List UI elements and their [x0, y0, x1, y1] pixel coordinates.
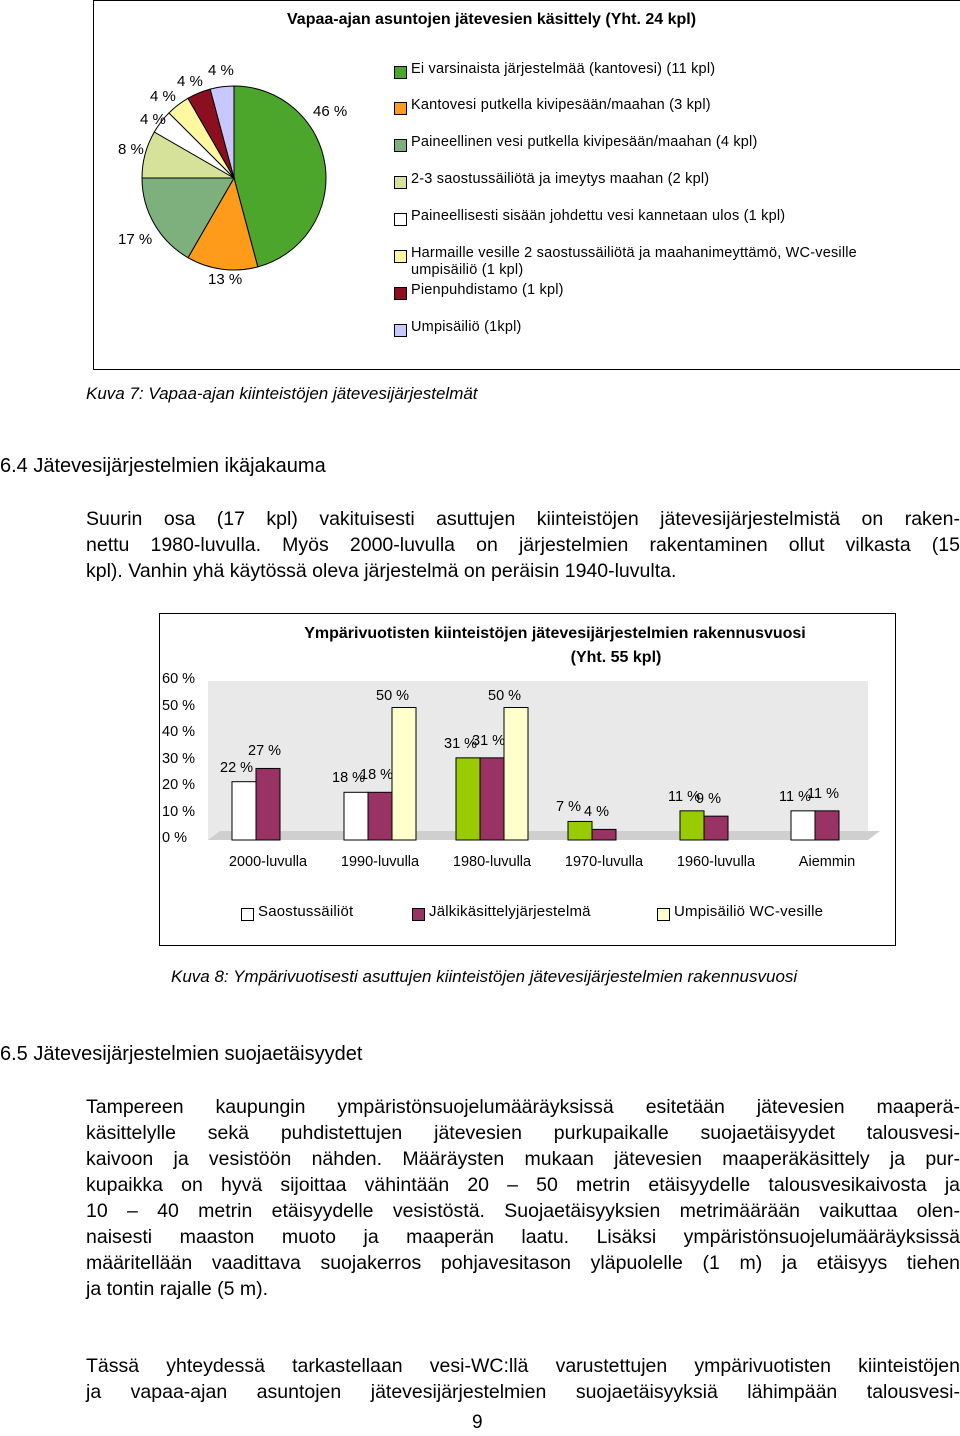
bar-value-label: 11 %: [779, 788, 811, 805]
plot-area: [208, 681, 868, 840]
figure-7-caption: Kuva 7: Vapaa-ajan kiinteistöjen jätevesijärjestelmät: [86, 384, 478, 403]
bar-chart-title-line: (Yht. 55 kpl): [570, 649, 662, 666]
bar-value-label: 22 %: [220, 759, 254, 776]
y-tick-label: 50 %: [162, 697, 196, 714]
bar-value-label: 50 %: [376, 687, 410, 704]
pie-legend-swatch: [394, 176, 407, 189]
x-category-label: 1980-luvulla: [452, 854, 532, 870]
bar-value-label: 4 %: [584, 804, 609, 821]
bar-value-label: 50 %: [488, 687, 522, 704]
paragraph-line: kpl). Vanhin yhä käytössä oleva järjestelmä on peräisin 1940-luvulta.: [86, 560, 677, 582]
bar-legend-label: Umpisäiliö WC-vesille: [674, 903, 824, 920]
pie-legend-label: Ei varsinaista järjestelmää (kantovesi) (11 kpl): [411, 61, 716, 77]
bar: [256, 768, 280, 840]
bar: [344, 792, 368, 840]
bar-legend-label: Saostussäiliöt: [258, 903, 354, 920]
y-tick-label: 20 %: [162, 777, 196, 793]
section-6-5-paragraph-2: [86, 1353, 960, 1405]
pie-legend-label: 2-3 saostussäiliötä ja imeytys maahan (2 kpl): [411, 171, 710, 187]
pie-percent-label: 17 %: [118, 231, 153, 248]
paragraph-line: Suurin osa (17 kpl) vakituisesti asuttujen kiinteistöjen jätevesijärjestelmistä on raken-: [86, 508, 960, 530]
section-6-5-paragraph: [86, 1094, 960, 1302]
bar-value-label: 9 %: [696, 791, 721, 808]
bar-value-label: 7 %: [556, 799, 581, 816]
pie-legend-swatch: [394, 66, 407, 79]
page-number: 9: [472, 1412, 483, 1433]
bar: [704, 816, 728, 840]
paragraph-line: määritellään vaadittava suojakerros pohjavesitason yläpuolelle (1 m) ja etäisyys tiehen: [86, 1252, 960, 1274]
bar-value-label: 11 %: [668, 788, 700, 805]
section-6-4-heading: 6.4 Jätevesijärjestelmien ikäjakauma: [0, 455, 326, 477]
bar-value-label: 31 %: [444, 735, 478, 752]
bar-value-label: 11 %: [807, 785, 839, 802]
paragraph-line: ja vapaa-ajan asuntojen jätevesijärjestelmien suojaetäisyyksiä lähimpään talousvesi-: [86, 1381, 960, 1403]
y-tick-label: 40 %: [162, 724, 196, 740]
pie-percent-label: 13 %: [208, 271, 243, 288]
bar: [791, 811, 815, 840]
bar: [680, 811, 704, 840]
bar: [815, 811, 839, 840]
x-category-label: 1990-luvulla: [340, 854, 420, 870]
pie-legend-swatch: [394, 213, 407, 226]
pie-legend-swatch: [394, 250, 407, 263]
paragraph-line: Tässä yhteydessä tarkastellaan vesi-WC:llä varustettujen ympärivuotisten kiinteistöjen: [86, 1355, 960, 1377]
bar-legend-swatch: [412, 908, 425, 921]
bar-legend-swatch: [657, 908, 670, 921]
paragraph-line: naisesti maaston muoto ja maaperän laatu. Lisäksi ympäristönsuojelumääräyksissä: [86, 1226, 960, 1248]
pie-legend-label: Umpisäiliö (1kpl): [411, 319, 522, 335]
plot-floor: [208, 831, 880, 840]
bar-value-label: 27 %: [248, 743, 282, 760]
pie-percent-label: 8 %: [118, 141, 144, 158]
bar: [392, 708, 416, 841]
bar: [568, 821, 592, 840]
bar: [456, 758, 480, 840]
y-tick-label: 0 %: [162, 830, 187, 846]
paragraph-line: kupaikka on hyvä sijoittaa vähintään 20 – 50 metrin etäisyydelle talousvesikaivosta ja: [86, 1174, 960, 1196]
bar-legend-swatch: [241, 908, 254, 921]
pie-legend-label: Harmaille vesille 2 saostussäiliötä ja maahanimeyttämö, WC-vesille: [411, 245, 857, 261]
pie-chart-title: Vapaa-ajan asuntojen jätevesien käsittely (Yht. 24 kpl): [287, 11, 697, 28]
pie-percent-label: 46 %: [313, 103, 348, 120]
y-tick-label: 10 %: [162, 803, 196, 820]
bar-chart-title-line: Ympärivuotisten kiinteistöjen jätevesijärjestelmien rakennusvuosi: [304, 625, 806, 642]
bar-chart: [0, 600, 960, 950]
pie-legend-swatch: [394, 139, 407, 152]
pie-legend-label: Paineellisesti sisään johdettu vesi kannetaan ulos (1 kpl): [411, 208, 786, 224]
y-tick-label: 60 %: [162, 671, 196, 687]
bar-value-label: 18 %: [332, 770, 366, 787]
bar: [232, 782, 256, 840]
pie-legend-swatch: [394, 287, 407, 300]
bar: [480, 758, 504, 840]
bar-legend-label: Jälkikäsittelyjärjestelmä: [429, 903, 591, 920]
bar-value-label: 18 %: [360, 767, 394, 784]
pie-percent-label: 4 %: [208, 62, 234, 79]
x-category-label: 1970-luvulla: [564, 854, 644, 870]
paragraph-line: nettu 1980-luvulla. Myös 2000-luvulla on järjestelmien rakentaminen ollut vilkasta (15: [86, 534, 960, 556]
pie-percent-label: 4 %: [177, 73, 203, 90]
pie-percent-label: 4 %: [150, 88, 176, 105]
paragraph-line: ja tontin rajalle (5 m).: [86, 1278, 269, 1300]
bar: [592, 829, 616, 840]
x-category-label: 1960-luvulla: [676, 854, 756, 870]
section-6-4-paragraph: [86, 506, 960, 584]
paragraph-line: kaivoon ja vesistöön nähden. Määräysten mukaan jätevesien maaperäkäsittely ja pur-: [86, 1148, 960, 1170]
x-category-label: Aiemmin: [798, 854, 856, 870]
paragraph-line: käsittelylle sekä puhdistettujen jätevesien purkupaikalle suojaetäisyydet talousvesi-: [86, 1122, 960, 1144]
bar: [368, 792, 392, 840]
y-tick-label: 30 %: [162, 750, 196, 767]
bar-value-label: 31 %: [472, 732, 506, 749]
x-category-label: 2000-luvulla: [228, 854, 308, 870]
bar: [504, 708, 528, 841]
pie-legend-label: umpisäiliö (1 kpl): [411, 262, 524, 278]
section-6-5-heading: 6.5 Jätevesijärjestelmien suojaetäisyydet: [0, 1043, 363, 1065]
figure-8-caption: Kuva 8: Ympärivuotisesti asuttujen kiinteistöjen jätevesijärjestelmien rakennusvuosi: [171, 967, 798, 986]
pie-legend-swatch: [394, 324, 407, 337]
pie-legend-label: Pienpuhdistamo (1 kpl): [411, 282, 564, 298]
pie-legend-swatch: [394, 102, 407, 115]
pie-legend-label: Paineellinen vesi putkella kivipesään/maahan (4 kpl): [411, 134, 758, 150]
paragraph-line: 10 – 40 metrin etäisyydelle vesistöstä. Suojaetäisyyksien metrimäärään vaikuttaa olen-: [86, 1200, 960, 1222]
paragraph-line: Tampereen kaupungin ympäristönsuojelumääräyksissä esitetään jätevesien maaperä-: [86, 1096, 960, 1118]
pie-percent-label: 4 %: [140, 111, 166, 128]
pie-legend-label: Kantovesi putkella kivipesään/maahan (3 kpl): [411, 97, 711, 113]
